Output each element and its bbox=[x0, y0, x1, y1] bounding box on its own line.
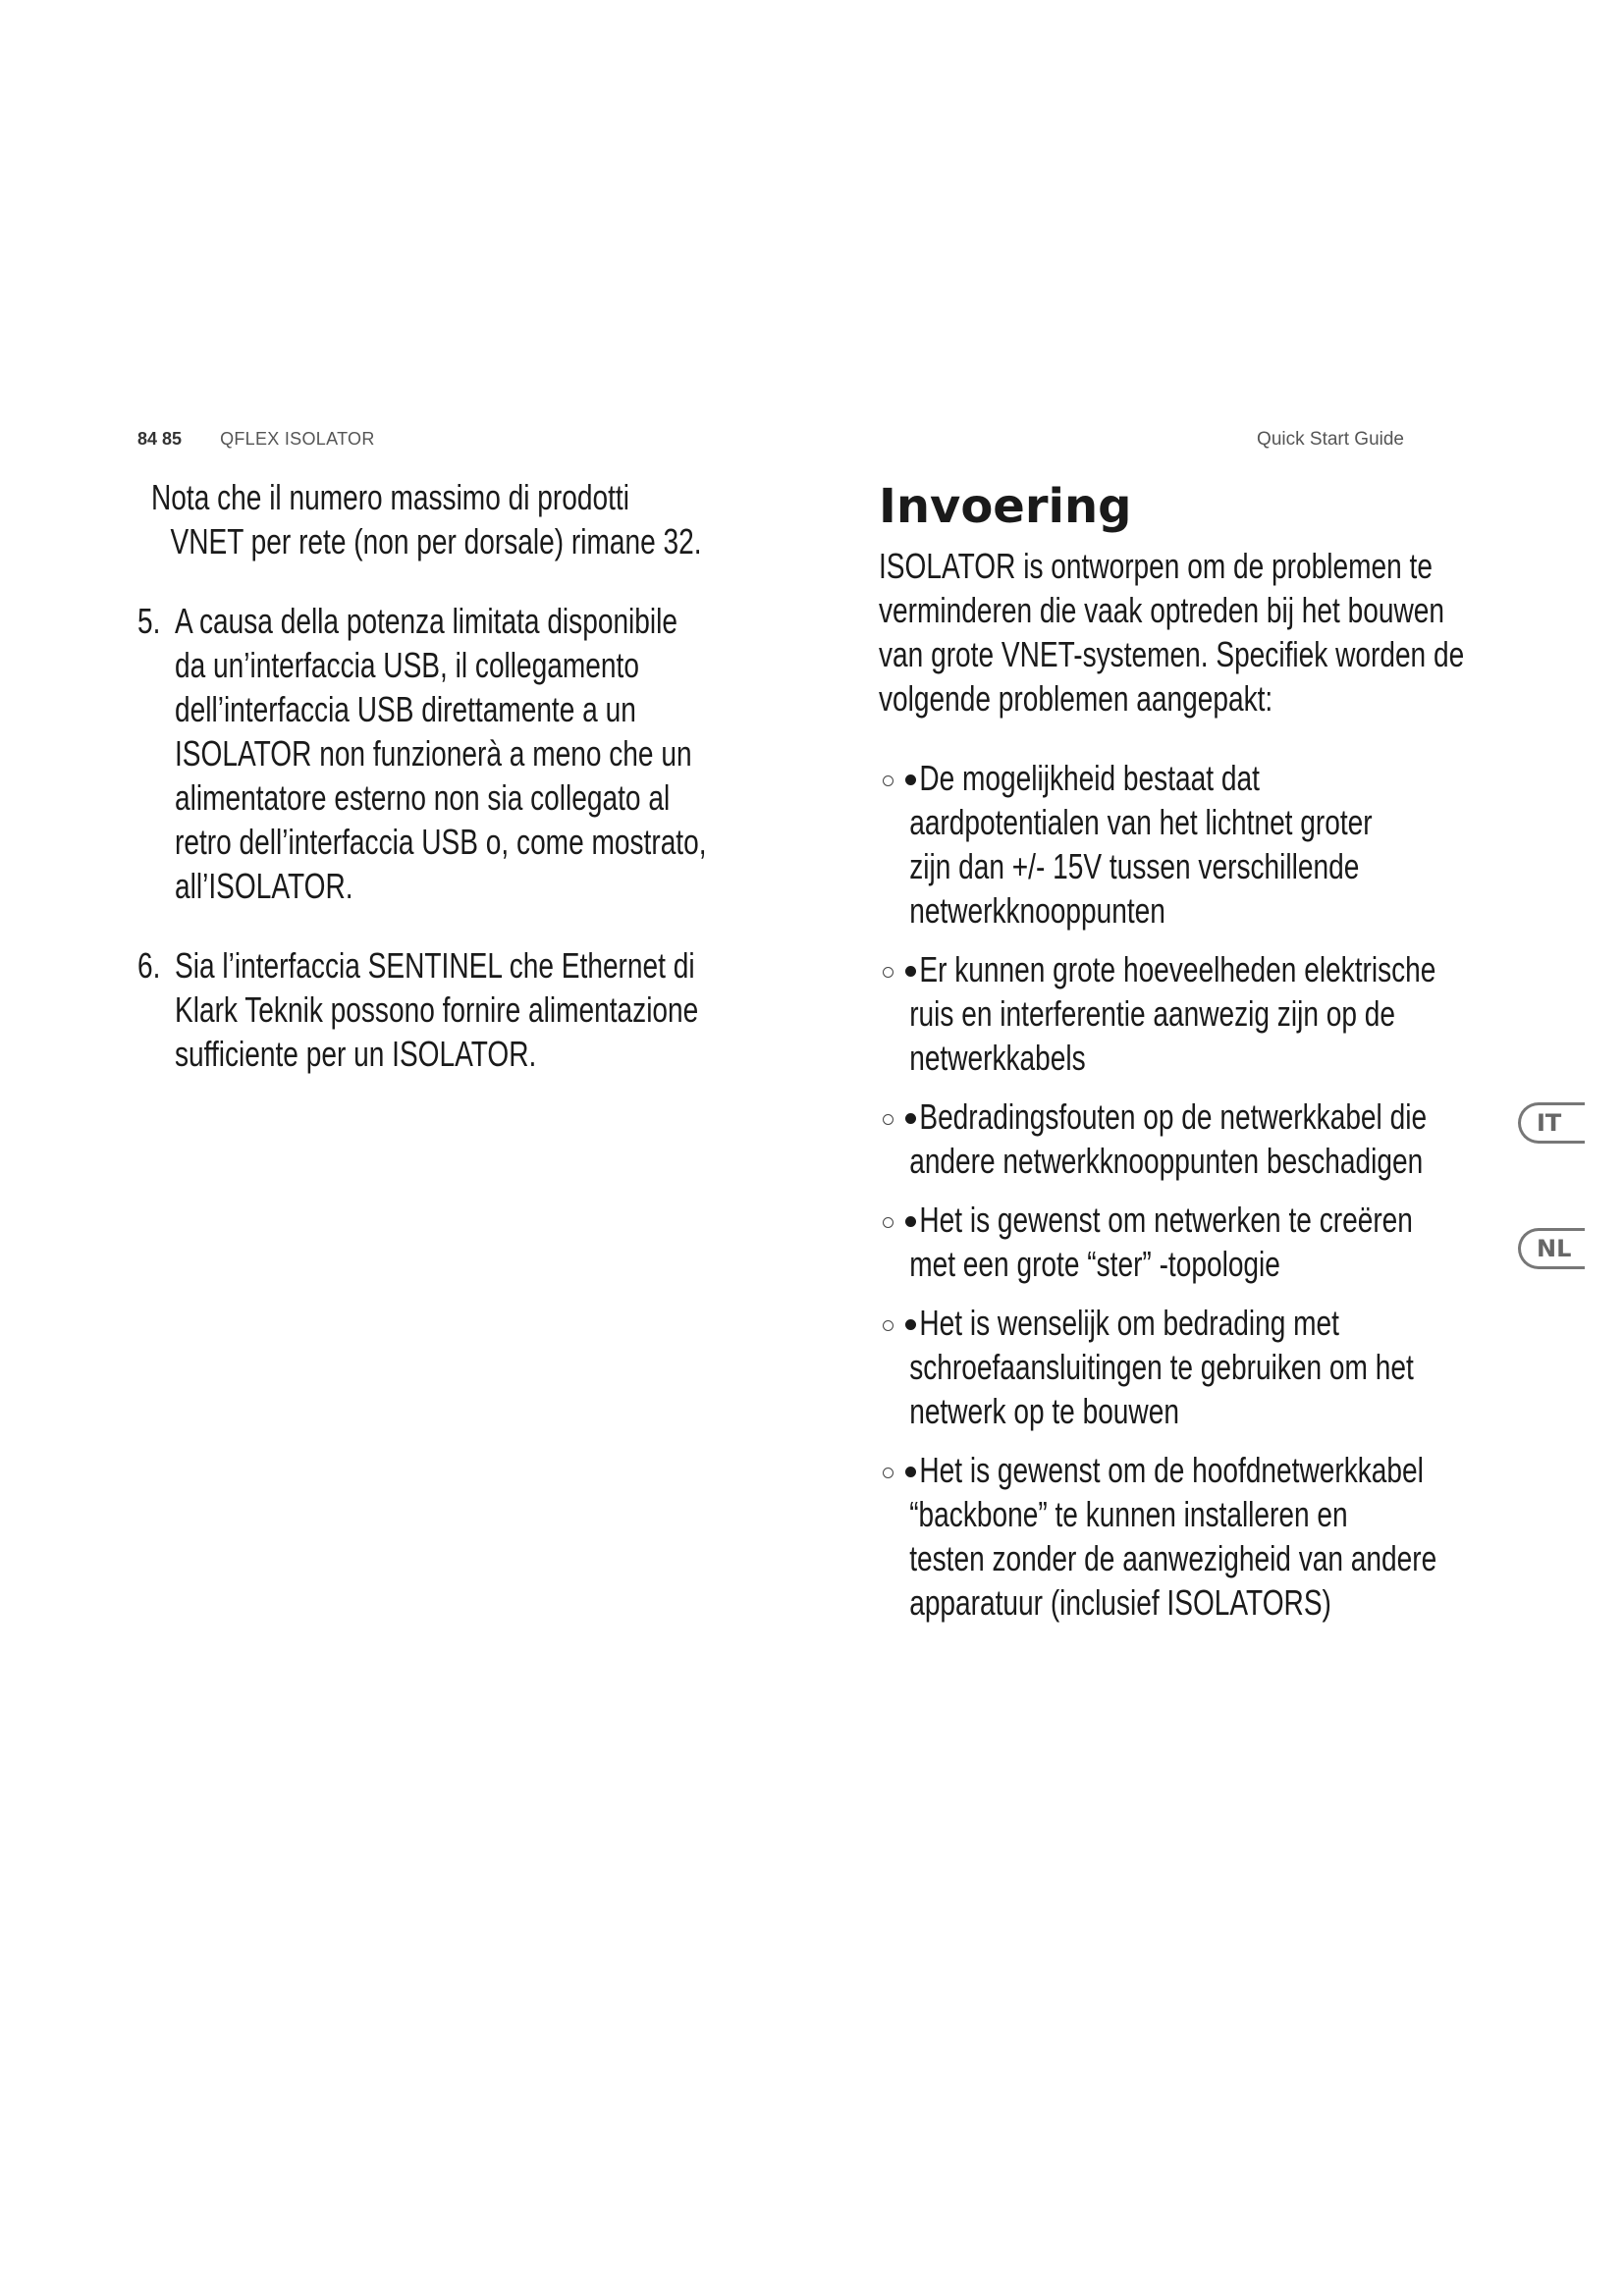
bullet-line: aardpotentialen van het lichtnet groter bbox=[909, 802, 1373, 842]
item-line: dell’interfaccia USB direttamente a un bbox=[175, 689, 636, 729]
bullet-item bbox=[879, 1448, 1507, 1625]
bullet-list bbox=[879, 756, 1507, 1625]
bullet-line: netwerkkabels bbox=[909, 1038, 1086, 1078]
bullet-item bbox=[879, 947, 1507, 1080]
bullet-line: schroefaansluitingen te gebruiken om het bbox=[909, 1347, 1414, 1387]
item-line: ISOLATOR non funzionerà a meno che un bbox=[175, 733, 692, 774]
item-line: da un’interfaccia USB, il collegamento bbox=[175, 645, 639, 685]
item-number: 5. bbox=[137, 601, 161, 641]
bullet-item bbox=[879, 756, 1507, 933]
item-line: sufficiente per un ISOLATOR. bbox=[175, 1034, 537, 1074]
section-heading: Invoering bbox=[879, 479, 1132, 534]
note-line: Nota che il numero massimo di prodotti bbox=[151, 477, 629, 517]
note-line: VNET per rete (non per dorsale) rimane 32. bbox=[170, 521, 702, 561]
bullet-line: netwerk op te bouwen bbox=[909, 1391, 1179, 1431]
bullet-line: De mogelijkheid bestaat dat bbox=[919, 758, 1260, 798]
bullet-line: Er kunnen grote hoeveelheden elektrische bbox=[919, 949, 1436, 989]
bullet-line: “backbone” te kunnen installeren en bbox=[909, 1494, 1348, 1534]
guide-title: Quick Start Guide bbox=[1257, 429, 1404, 450]
intro-line: ISOLATOR is ontworpen om de problemen te bbox=[879, 546, 1433, 586]
item-line: retro dell’interfaccia USB o, come mostrato, bbox=[175, 822, 707, 862]
bullet-line: ruis en interferentie aanwezig zijn op de bbox=[909, 993, 1396, 1034]
numbered-item-5 bbox=[137, 599, 766, 908]
right-column bbox=[879, 477, 1507, 1639]
language-tab-nl[interactable]: NL bbox=[1518, 1228, 1585, 1269]
page-numbers: 84 85 bbox=[137, 429, 183, 449]
item-line: Klark Teknik possono fornire alimentazione bbox=[175, 989, 699, 1030]
left-column bbox=[137, 475, 766, 1076]
bullet-line: Het is wenselijk om bedrading met bbox=[919, 1303, 1339, 1343]
bullet-line: testen zonder de aanwezigheid van andere bbox=[909, 1538, 1437, 1578]
item-line: Sia l’interfaccia SENTINEL che Ethernet di bbox=[175, 945, 695, 986]
item-line: A causa della potenza limitata disponibile bbox=[175, 601, 678, 641]
item-line: alimentatore esterno non sia collegato al bbox=[175, 777, 671, 818]
bullet-line: andere netwerkknooppunten beschadigen bbox=[909, 1141, 1424, 1181]
page-header-left bbox=[137, 429, 375, 450]
bullet-item bbox=[879, 1095, 1507, 1183]
bullet-item bbox=[879, 1198, 1507, 1286]
language-tab-it[interactable]: IT bbox=[1518, 1102, 1585, 1144]
bullet-line: met een grote “ster” -topologie bbox=[909, 1244, 1280, 1284]
bullet-item bbox=[879, 1301, 1507, 1433]
item-line: all’ISOLATOR. bbox=[175, 866, 353, 906]
bullet-line: netwerkknooppunten bbox=[909, 890, 1165, 931]
bullet-line: Bedradingsfouten op de netwerkkabel die bbox=[919, 1096, 1428, 1137]
intro-line: verminderen die vaak optreden bij het bouwen bbox=[879, 590, 1445, 630]
item-number: 6. bbox=[137, 945, 161, 986]
numbered-item-6 bbox=[137, 943, 766, 1076]
note-paragraph bbox=[151, 475, 766, 563]
bullet-line: apparatuur (inclusief ISOLATORS) bbox=[909, 1582, 1331, 1623]
bullet-line: Het is gewenst om de hoofdnetwerkkabel bbox=[919, 1450, 1424, 1490]
bullet-line: zijn dan +/- 15V tussen verschillende bbox=[909, 846, 1360, 886]
intro-line: van grote VNET-systemen. Specifiek worden de bbox=[879, 634, 1465, 674]
intro-paragraph bbox=[879, 544, 1507, 721]
product-name: QFLEX ISOLATOR bbox=[220, 429, 375, 449]
bullet-line: Het is gewenst om netwerken te creëren bbox=[919, 1200, 1413, 1240]
intro-line: volgende problemen aangepakt: bbox=[879, 678, 1273, 719]
